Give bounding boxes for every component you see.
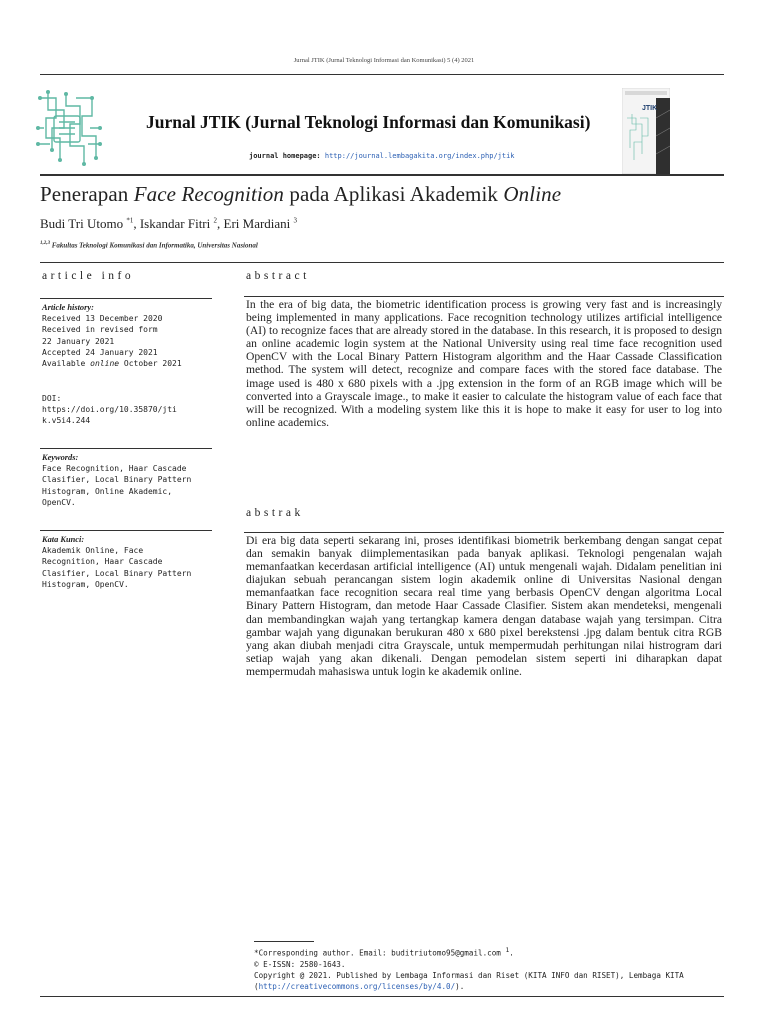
history-line: 22 January 2021	[42, 336, 115, 346]
keywords-label: Keywords:	[42, 453, 79, 462]
keyword-line: Histogram, Online Akademic,	[42, 486, 173, 496]
journal-cover-thumbnail	[622, 88, 670, 174]
kata-kunci-block	[42, 534, 214, 590]
running-head: Jurnal JTIK (Jurnal Teknologi Informasi dan Komunikasi) 5 (4) 2021	[293, 57, 475, 64]
doi-link[interactable]: https://doi.org/10.35870/jti	[42, 405, 177, 415]
kata-kunci-rule	[40, 530, 212, 531]
history-line: Received in revised form	[42, 325, 158, 335]
doi-block	[42, 393, 214, 427]
abstract-heading: abstract	[246, 270, 310, 282]
history-label: Article history:	[42, 303, 94, 312]
kata-kunci-line: Histogram, OpenCV.	[42, 579, 129, 589]
abstract-rule	[244, 296, 724, 297]
eissn: © E-ISSN: 2580-1643.	[254, 959, 346, 969]
copyright: Copyright @ 2021. Published by Lembaga Informasi dan Riset (KITA INFO dan RISET), Lembaga KITA	[254, 970, 684, 980]
homepage-label: journal homepage:	[249, 152, 321, 160]
author-list: Budi Tri Utomo $^{*1}$, Iskandar Fitri $^2$, Eri Mardiani $^3$	[40, 216, 298, 231]
affiliation: $^{1,2,3}$ Fakultas Teknologi Komunikasi dan Informatika, Universitas Nasional	[40, 241, 258, 250]
abstrak-heading: abstrak	[246, 507, 304, 519]
page-bottom-rule	[40, 996, 724, 997]
footnote-rule	[254, 941, 314, 942]
keywords-rule	[40, 448, 212, 449]
circuit-logo-icon	[36, 88, 104, 170]
history-line: Accepted 24 January 2021	[42, 347, 158, 357]
article-history	[42, 302, 214, 369]
journal-title: Jurnal JTIK (Jurnal Teknologi Informasi dan Komunikasi)	[146, 112, 591, 132]
footnote	[254, 945, 724, 992]
keyword-line: Clasifier, Local Binary Pattern	[42, 475, 192, 485]
kata-kunci-label: Kata Kunci:	[42, 535, 85, 544]
keyword-line: Face Recognition, Haar Cascade	[42, 464, 187, 474]
paper-title: Penerapan Face Recognition pada Aplikasi Akademik Online	[40, 182, 562, 206]
cover-label: JTIK	[642, 105, 658, 112]
header-top-rule	[40, 74, 724, 75]
header-bottom-rule	[40, 174, 724, 176]
keywords-block	[42, 452, 214, 508]
affiliation-rule	[40, 262, 724, 263]
abstrak-text: Di era big data seperti sekarang ini, proses identifikasi biometrik berkembang dengan sangat cepat dan semakin banyak diimplementasikan pada banyak aplikasi. Teknologi pengenalan wajah memanfaatkan kecerdasan artificial intelligence (AI) untuk mengenali wajah. Didalam penelitian ini diajukan sebuah perancangan sistem login akademik online di Universitas Nasional dengan memanfaatkan face recognition secara real time yang berbasis OpenCV dengan algoritma Local Binary Pattern Histogram, dan metode Haar Cassade Clasifier. Sistem akan mendeteksi, mengenali dan membandingkan wajah yang tertangkap kamera dengan database wajah yang tersimpan. Citra gambar wajah yang digunakan berukuran 480 x 680 pixel berekstensi .jpg dalam bentuk citra RGB yang akan diubah menjadi citra Grayscale, untuk mempermudah perhitungan nilai histrogram dari setiap wajah yang akan dikenali. Dengan pemodelan sistem seperti ini diharapkan dapat mempermudah mahasiswa untuk login ke akademik online.	[246, 534, 722, 678]
homepage-link[interactable]: http://journal.lembagakita.org/index.php/jtik	[324, 152, 515, 160]
abstrak-rule	[244, 532, 724, 533]
keyword-line: OpenCV.	[42, 497, 76, 507]
journal-homepage	[249, 152, 515, 160]
history-line: Received 13 December 2020	[42, 314, 163, 324]
doi-label: DOI:	[42, 394, 62, 403]
kata-kunci-line: Clasifier, Local Binary Pattern	[42, 568, 192, 578]
kata-kunci-line: Akademik Online, Face	[42, 546, 144, 556]
available-online: Available online October 2021	[42, 359, 182, 369]
article-info-heading: article info	[42, 270, 135, 282]
corresponding-author: *Corresponding author. Email: buditriutomo95@gmail.com $^1$.	[254, 947, 514, 958]
journal-logo	[36, 88, 104, 170]
doi-link[interactable]: k.v5i4.244	[42, 416, 91, 426]
kata-kunci-line: Recognition, Haar Cascade	[42, 557, 163, 567]
article-info-rule	[40, 298, 212, 299]
license: (http://creativecommons.org/licenses/by/4.0/).	[254, 981, 465, 991]
license-link[interactable]: http://creativecommons.org/licenses/by/4.0/	[258, 981, 456, 991]
abstract-text: In the era of big data, the biometric identification process is growing very fast and is increasingly being implemented in many applications. Face recognition technology utilizes artificial intelligence (AI) to recognize faces that are already stored in the database. In this research, it is proposed to design an online academic login system at the National University using real time face recognition used OpenCV with the Local Binary Pattern Histogram algorithm and the Haar Cassade Classification method. The system will detect, recognize and compare faces with the stored face database. The image used is 480 x 680 pixels with a .jpg extension in the form of an RGB image which will be converted into a Grayscale image., to make it easier to calculate the histogram value of each face that will be recognized. With a modeling system like this it is hope to make it easy for user to log into online academics.	[246, 298, 722, 429]
